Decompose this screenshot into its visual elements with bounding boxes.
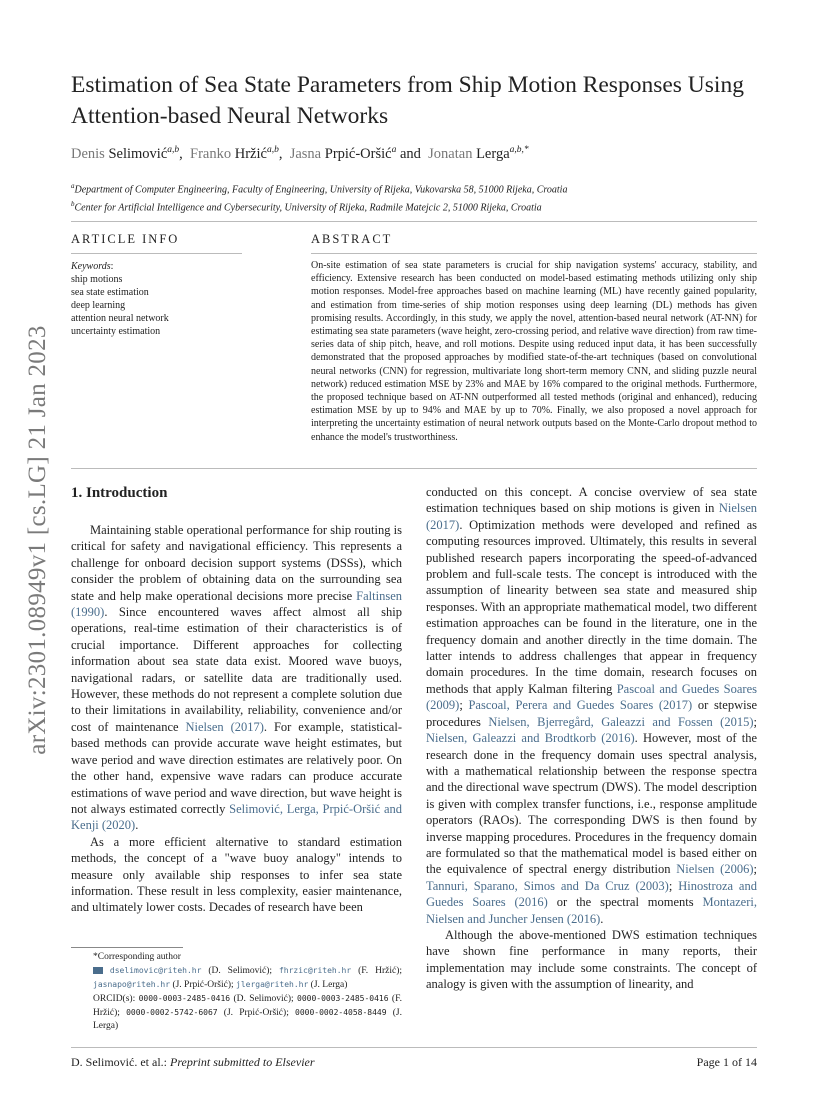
author: Jasna Prpić-Oršić$^a$ (289, 145, 397, 162)
keyword: deep learning (71, 300, 126, 311)
keyword: sea state estimation (71, 287, 149, 298)
orcid-id: 0000-0002-5742-6067 (126, 1008, 218, 1017)
keywords-block: Keywords: ship motions sea state estimation deep learning attention neural network uncertainty estimation (71, 261, 169, 337)
authors-and: and (399, 145, 421, 162)
citation-link[interactable]: Selimović, Lerga, Prpić-Oršić and Kenji (2020) (71, 801, 402, 833)
affiliation: $^b$Center for Artificial Intelligence and Cybersecurity, University of Rijeka, Radmile Matejcic 2, 51000 Rijeka, Croatia (71, 200, 542, 214)
email-link[interactable]: jasnapo@riteh.hr (93, 980, 171, 989)
author: Franko Hržić$^{a,b}$ (190, 145, 279, 162)
header-divider (71, 221, 757, 222)
footnote-divider (71, 947, 183, 948)
email-link[interactable]: fhrzic@riteh.hr (278, 966, 352, 975)
author-list: Denis Selimović$^{a,b}$, Franko Hržić$^{a,b}$, Jasna Prpić-Oršić$^a$ and Jonatan Lerga$^{a,b,*}$ (71, 145, 529, 162)
paragraph: Although the above-mentioned DWS estimation techniques have shown fine performance in many reports, their implementation may include some constraints. The concept of analogy is given with the assumption of linearity, and (426, 927, 757, 992)
paragraph: conducted on this concept. A concise overview of sea state estimation techniques based on ship motions is given in Nielsen (2017). Optimization methods were developed and refined as computing resources improved. Ultimately, this results in several published research papers incorporating the speed-of-advanced problem and full-scale tests. The concept is introduced with the assumption of linearity between sea state and measured ship responses. With an appropriate mathematical model, two different estimation approaches can be found in the literature, one in the frequency domain and another directly in the time domain. The latter intends to address challenges that appear in frequency domain procedures. In the time domain, research focuses on methods that apply Kalman filtering Pascoal and Guedes Soares (2009); Pascoal, Perera and Guedes Soares (2017) or stepwise procedures Nielsen, Bjerregård, Galeazzi and Fossen (2015); Nielsen, Galeazzi and Brodtkorb (2016). However, most of the research done in the frequency domain uses spectral analysis, with a mathematical relationship between the response spectra and the directional wave spectrum (DWS). The model description is given with complex transfer functions, i.e., response amplitude operators (RAOs). The corresponding DWS is then found by inverse mapping procedures. Procedures in the frequency domain are formulated so that the mathematical model is based either on the equivalence of spectral energy distribution Nielsen (2006); Tannuri, Sparano, Simos and Da Cruz (2003); Hinostroza and Guedes Soares (2016) or the spectral moments Montazeri, Nielsen and Juncher Jensen (2016). (426, 485, 757, 926)
paper-title: Estimation of Sea State Parameters from Ship Motion Responses Using Attention-based Neural Networks (71, 72, 744, 129)
keyword: attention neural network (71, 313, 169, 324)
citation-link[interactable]: Nielsen (2017) (426, 501, 757, 532)
orcid-id: 0000-0002-4058-8449 (295, 1008, 387, 1017)
section-heading-introduction: 1. Introduction (71, 485, 168, 501)
citation-link[interactable]: Hinostroza and Guedes Soares (2016) (426, 878, 757, 910)
running-footer (71, 1055, 315, 1070)
left-column (71, 522, 402, 916)
citation-link[interactable]: Nielsen, Galeazzi and Brodtkorb (2016) (426, 731, 635, 746)
orcid-label: ORCID(s): (93, 994, 139, 1004)
orcid-id: 0000-0003-2485-0416 (297, 994, 389, 1003)
arxiv-identifier: arXiv:2301.08949v1 [cs.LG] 21 Jan 2023 (24, 325, 51, 755)
keyword: ship motions (71, 274, 123, 285)
keyword: uncertainty estimation (71, 326, 161, 337)
mail-icon (93, 967, 103, 974)
affiliation: $^a$Department of Computer Engineering, Faculty of Engineering, University of Rijeka, Vukovarska 58, 51000 Rijeka, Croatia (71, 182, 568, 196)
abstract-bottom-divider (71, 468, 757, 469)
citation-link[interactable]: Faltinsen (1990) (71, 588, 402, 620)
citation-link[interactable]: Tannuri, Sparano, Simos and Da Cruz (2003) (426, 878, 669, 893)
citation-link[interactable]: Nielsen, Bjerregård, Galeazzi and Fossen (2015) (488, 714, 754, 729)
citation-link[interactable]: Pascoal and Guedes Soares (2009) (426, 681, 757, 713)
email-link[interactable]: dselimovic@riteh.hr (109, 966, 202, 975)
orcid-id: 0000-0003-2485-0416 (138, 994, 231, 1003)
footnote: *Corresponding author dselimovic@riteh.hr (D. Selimović); fhrzic@riteh.hr (F. Hržić); jasnapo@riteh.hr (J. Prpić-Oršić); jlerga@riteh.hr (J. Lerga) ORCID(s): 0000-0003-2485-0416 (D. Selimović); 0000-0003-2485-0416 (F. Hržić); 0000-0002-5742-6067 (J. Prpić-Oršić); 0000-0002-4058-8449 (J. Lerga) (93, 952, 402, 1031)
footer-divider (71, 1047, 757, 1048)
paragraph: As a more efficient alternative to standard estimation methods, the concept of a "wave buoy analogy" intends to measure only available ship responses to infer sea state information. These result in less complexity, easier maintenance, and ultimately lower costs. Decades of research have been (71, 834, 402, 915)
citation-link[interactable]: Pascoal, Perera and Guedes Soares (2017) (468, 698, 693, 713)
corresponding-author-note: Corresponding author (97, 952, 181, 962)
author: Denis Selimović$^{a,b}$ (71, 145, 180, 162)
paragraph: Maintaining stable operational performance for ship routing is critical for safety and navigational efficiency. This represents a challenge for onboard decision support systems (DSSs), which consider the problem of obtaining data on the surrounding sea state and help make operational decisions more precise Faltinsen (1990). Since encountered waves affect almost all ship operations, real-time estimation of their characteristics is of crucial importance. Different approaches for collecting information about sea state data exist. Moored wave buoys, navigational radars, or satellite data are traditionally used. However, these methods do not represent a complete solution due to their limitations in availability, reliability, convenience and/or cost of maintenance Nielsen (2017). For example, statistical-based methods can provide accurate wave height estimates, but wave period and wave direction estimates are relatively poor. On the other hand, expensive wave radars can produce accurate estimations of wave period and wave direction, but wave height is not always estimated correctly Selimović, Lerga, Prpić-Oršić and Kenji (2020). (71, 523, 402, 833)
author: Jonatan Lerga$^{a,b,*}$ (428, 145, 529, 162)
keywords-label: Keywords (71, 261, 111, 272)
abstract-heading: ABSTRACT (311, 232, 393, 246)
right-column (426, 484, 757, 993)
article-info-heading: ARTICLE INFO (71, 232, 180, 246)
article-info-divider (71, 253, 242, 254)
affiliations (71, 179, 567, 216)
citation-link[interactable]: Montazeri, Nielsen and Juncher Jensen (2016) (426, 895, 757, 926)
arxiv-sidebar-stamp (20, 300, 56, 780)
citation-link[interactable]: Nielsen (2006) (676, 862, 754, 877)
page-number: Page 1 of 14 (696, 1055, 757, 1069)
footer-venue: Preprint submitted to Elsevier (169, 1055, 315, 1069)
citation-link[interactable]: Nielsen (2017) (185, 719, 264, 734)
abstract-text: On-site estimation of sea state parameters is crucial for ship navigation systems' accuracy, stability, and efficiency. Extensive research has been conducted on model-based estimating methods utilizing only ship motion responses. Model-free approaches based on machine learning (ML) have recently gained popularity, and estimation from time-series of ship motion responses using deep learning (DL) methods has given promising results. Accordingly, in this study, we apply the novel, attention-based neural network (AT-NN) for estimating sea state parameters (wave height, zero-crossing period, and relative wave direction) from raw time-series data of ship pitch, heave, and roll motions. Despite using reduced input data, it has been successfully demonstrated that the proposed approaches by modified state-of-the-art techniques (based on convolutional neural networks (CNN) for regression, multivariate long short-term memory CNN, and sliding puzzle neural network) reduced estimation MSE by 23% and MAE by 16% compared to the original methods. Furthermore, the proposed technique based on AT-NN outperformed all tested methods (original and enhanced), reducing estimation MSE by up to 94% and MAE by up to 70%. Finally, we also proposed a novel approach for interpreting the uncertainty estimation of neural network outputs based on the Monte-Carlo dropout method to enhance the model's trustworthiness. (311, 260, 757, 443)
email-link[interactable]: jlerga@riteh.hr (236, 980, 309, 989)
footer-author: D. Selimović. et al.: (71, 1055, 170, 1069)
abstract-divider (311, 253, 757, 254)
